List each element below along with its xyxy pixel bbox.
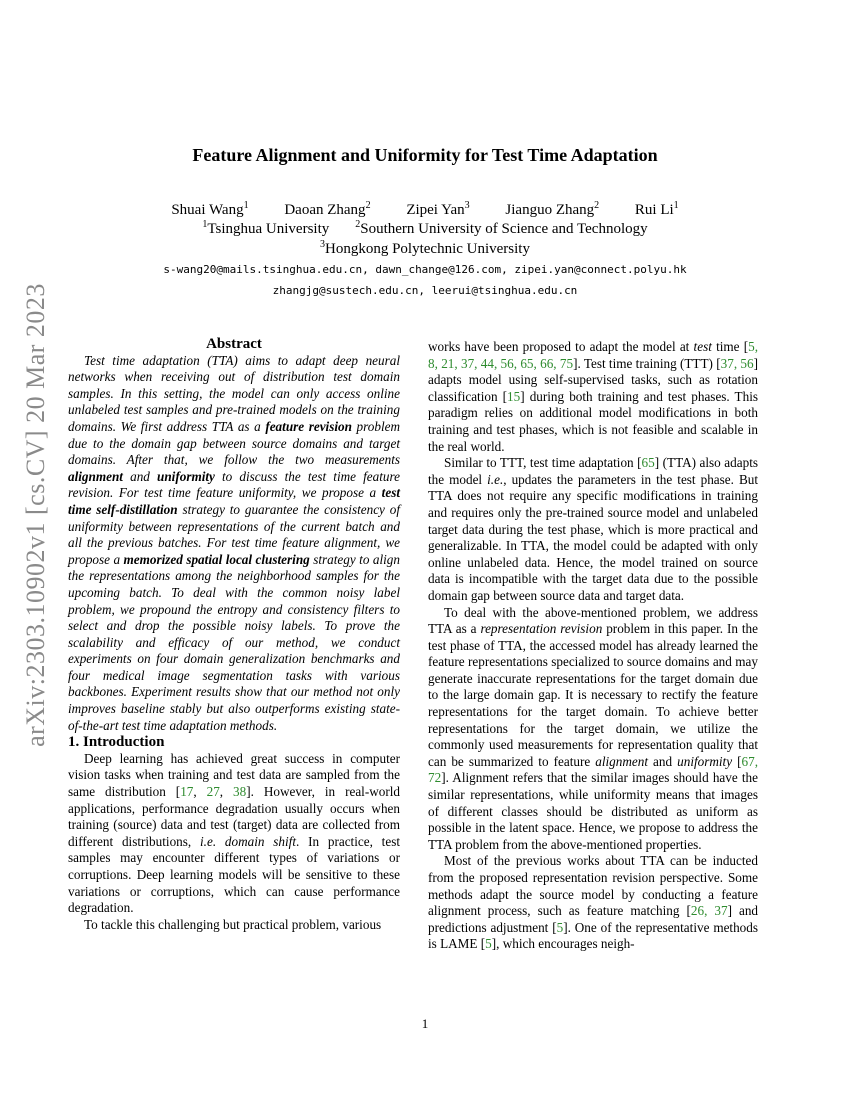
affiliation: Tsinghua University xyxy=(207,221,330,237)
affiliation: Southern University of Science and Technology xyxy=(360,221,648,237)
author: Rui Li$^1$ xyxy=(634,200,679,218)
intro-paragraph: To tackle this challenging but practical problem, various xyxy=(84,916,382,932)
body-paragraph: To deal with the above-mentioned problem, we address TTA as a representation revision problem in this paper. In the test phase of TTA, the accessed model has already learned the feature representations specialized to source domains and may generate inaccurate representations for the target domain due to the large domain gap. It is necessary to rectify the feature representations for the target domain. To achieve better representations for the target domain, we utilize the commonly used measurements for representation quality that can be summarized to feature alignment and uniformity [67, 72]. Alignment refers that the similar images should have the similar representations, while uniformity means that images of different classes should be distributed as uniform as possible in the latent space. Hence, we propose to address the TTA problem from the above-mentioned properties. xyxy=(428,604,758,852)
affiliations-line-1: $^1$Tsinghua University $^2$Southern University of Science and Technology xyxy=(202,219,648,237)
page-number: 1 xyxy=(421,1016,429,1031)
emails-line-2: zhangjg@sustech.edu.cn, leerui@tsinghua.edu.cn xyxy=(272,284,578,297)
author: Zipei Yan$^3$ xyxy=(406,200,470,218)
author: Daoan Zhang$^2$ xyxy=(284,200,371,218)
right-column xyxy=(428,339,758,953)
citation-link[interactable]: 17 xyxy=(180,784,194,800)
citation-link[interactable]: 5, 8, 21, 37, 44, 56, 65, 66, 75 xyxy=(428,339,758,371)
body-paragraph: Similar to TTT, test time adaptation [65] (TTA) also adapts the model i.e., updates the parameters in the test phase. But TTA does not require any specific modifications in training and requires only the pre-trained source model and unlabeled target data during the test phase, which is more practical and generalizable. In TTA, the model could be adapted with only online unlabeled data. Hence, the model trained on source data is incompatible with the target data due to the possible domain gap between source data and target data. xyxy=(428,455,759,603)
abstract-body: Test time adaptation (TTA) aims to adapt deep neural networks when receiving out of distribution test domain samples. In this setting, the model can only access online unlabeled test samples and pre-trained models on the training domains. We first address TTA as a feature revision problem due to the domain gap between source domains and target domains. After that, we follow the two measurements alignment and uniformity to discuss the test time feature revision. For test time feature uniformity, we propose a test time self-distillation strategy to guarantee the consistency of uniformity between representations of the current batch and all the previous batches. For test time feature alignment, we propose a memorized spatial local clustering strategy to align the representations among the neighborhood samples for the upcoming batch. To deal with the common noisy label problem, we propound the entropy and consistency filters to select and drop the possible noisy labels. To prove the scalability and efficacy of our method, we conduct experiments on four domain generalization benchmarks and four medical image segmentation tasks with various backbones. Experiment results show that our method not only improves baseline stably but also outperforms existing state-of-the-art test time adaptation methods. xyxy=(68,352,400,733)
citation-link[interactable]: 5 xyxy=(556,919,564,935)
abstract-heading: Abstract xyxy=(206,336,262,352)
citation-link[interactable]: 37, 56 xyxy=(720,355,754,371)
citation-link[interactable]: 65 xyxy=(641,455,655,471)
arxiv-identifier: arXiv:2303.10902v1 [cs.CV] 20 Mar 2023 xyxy=(21,283,50,747)
author-list xyxy=(0,200,850,219)
citation-link[interactable]: 15 xyxy=(507,388,521,404)
arxiv-sidebar-stamp xyxy=(12,240,60,790)
citation-link[interactable]: 38 xyxy=(233,784,247,800)
citation-link[interactable]: 67, 72 xyxy=(428,753,758,786)
citation-link[interactable]: 27 xyxy=(206,784,220,800)
citation-link[interactable]: 26, 37 xyxy=(690,903,728,919)
body-paragraph: works have been proposed to adapt the model at test time [5, 8, 21, 37, 44, 56, 65, 66, 75]. Test time training (TTT) [37, 56] adapts model using self-supervised tasks, such as rotation classification [15] during both training and test phases. This paradigm relies on additional model modifications in both training and test phases, which is not feasible and scalable in the real world. xyxy=(428,339,759,454)
intro-paragraph: Deep learning has achieved great success in computer vision tasks when training and test data are sampled from the same distribution [17, 27, 38]. However, in real-world applications, performance degradation usually occurs when training (source) data and test (target) data are collected from different distributions, i.e. domain shift. In practice, test samples may encounter different types of variations or corruptions. Deep learning models will be sensitive to these variations or corruptions, which can cause performance degradation. xyxy=(68,750,400,916)
section-heading-introduction: 1. Introduction xyxy=(68,734,165,751)
citation-link[interactable]: 5 xyxy=(485,936,492,952)
affiliation: Hongkong Polytechnic University xyxy=(325,241,530,257)
left-column xyxy=(68,336,400,933)
emails-line-1: s-wang20@mails.tsinghua.edu.cn, dawn_change@126.com, zipei.yan@connect.polyu.hk xyxy=(163,263,687,276)
author: Jianguo Zhang$^2$ xyxy=(505,200,600,218)
affiliations-line-2: $^3$Hongkong Polytechnic University xyxy=(320,239,530,257)
author: Shuai Wang$^1$ xyxy=(171,200,249,218)
paper-title: Feature Alignment and Uniformity for Test Time Adaptation xyxy=(192,145,658,165)
body-paragraph: Most of the previous works about TTA can be inducted from the proposed representation revision perspective. Some methods adapt the source model by conducting a feature alignment process, such as feature matching [26, 37] and predictions adjustment [5]. One of the representative methods is LAME [5], which encourages neigh- xyxy=(428,853,759,952)
